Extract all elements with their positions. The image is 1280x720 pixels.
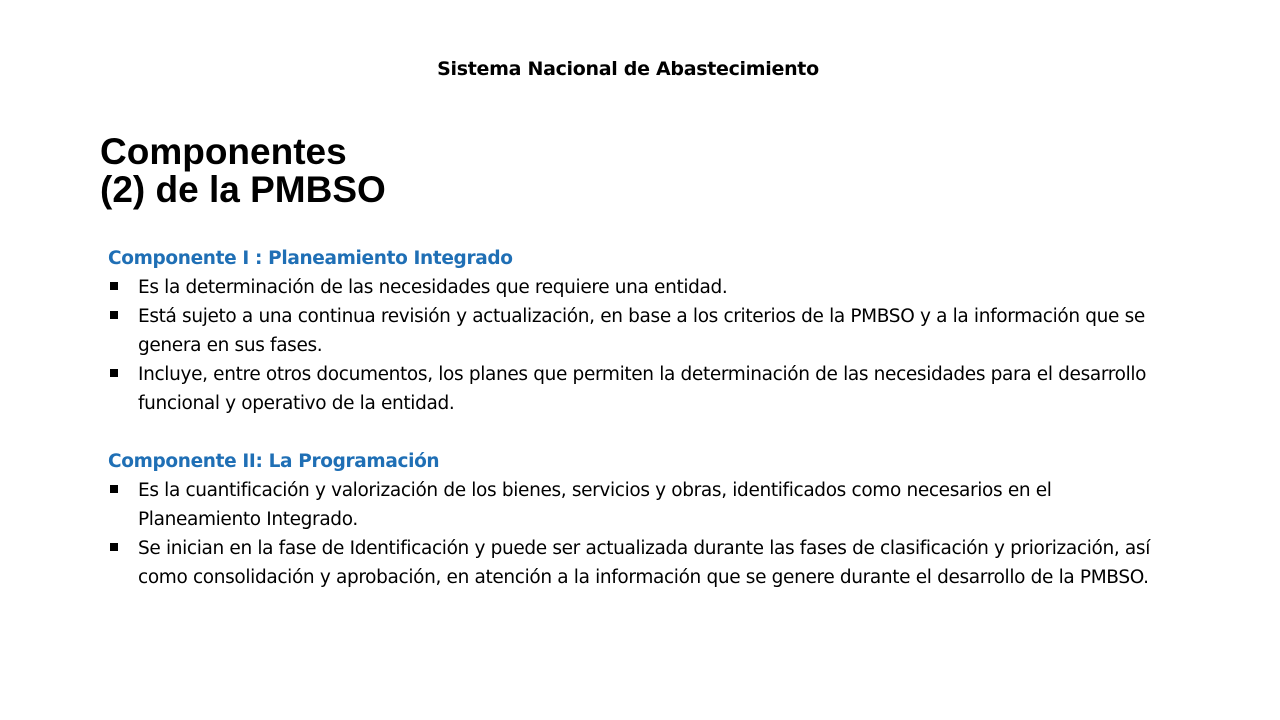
- list-item: [108, 273, 1168, 302]
- slide-title-line-2: (2) de la PMBSO: [100, 169, 386, 210]
- list-item-text: Incluye, entre otros documentos, los planes que permiten la determinación de las necesidades para el desarrollo funcional y operativo de la entidad.: [138, 364, 1147, 414]
- slide-title-line-1: Componentes: [100, 131, 347, 172]
- section-componente-1: [108, 244, 1168, 418]
- bullet-list: [108, 273, 1168, 418]
- list-item-text: Es la determinación de las necesidades que requiere una entidad.: [138, 277, 728, 298]
- bullet-list: [108, 476, 1168, 592]
- square-bullet-icon: [110, 282, 118, 290]
- list-item: [108, 534, 1168, 592]
- list-item-text: Se inician en la fase de Identificación y puede ser actualizada durante las fases de clasificación y priorización, así como consolidación y aprobación, en atención a la información que se genere durante el desarrollo de la PMBSO.: [138, 538, 1150, 588]
- square-bullet-icon: [110, 369, 118, 377]
- list-item-text: Es la cuantificación y valorización de los bienes, servicios y obras, identificados como necesarios en el Planeamiento Integrado.: [138, 480, 1052, 530]
- header-title: Sistema Nacional de Abastecimiento: [437, 58, 819, 80]
- section-componente-2: [108, 447, 1168, 592]
- slide-content: [108, 244, 1168, 592]
- list-item-text: Está sujeto a una continua revisión y actualización, en base a los criterios de la PMBSO y a la información que se genera en sus fases.: [138, 306, 1145, 356]
- list-item: [108, 476, 1168, 534]
- square-bullet-icon: [110, 543, 118, 551]
- section-heading: Componente II: La Programación: [108, 451, 440, 472]
- square-bullet-icon: [110, 311, 118, 319]
- section-heading: Componente I : Planeamiento Integrado: [108, 248, 513, 269]
- list-item: [108, 360, 1168, 418]
- square-bullet-icon: [110, 485, 118, 493]
- list-item: [108, 302, 1168, 360]
- slide-title: [100, 133, 386, 209]
